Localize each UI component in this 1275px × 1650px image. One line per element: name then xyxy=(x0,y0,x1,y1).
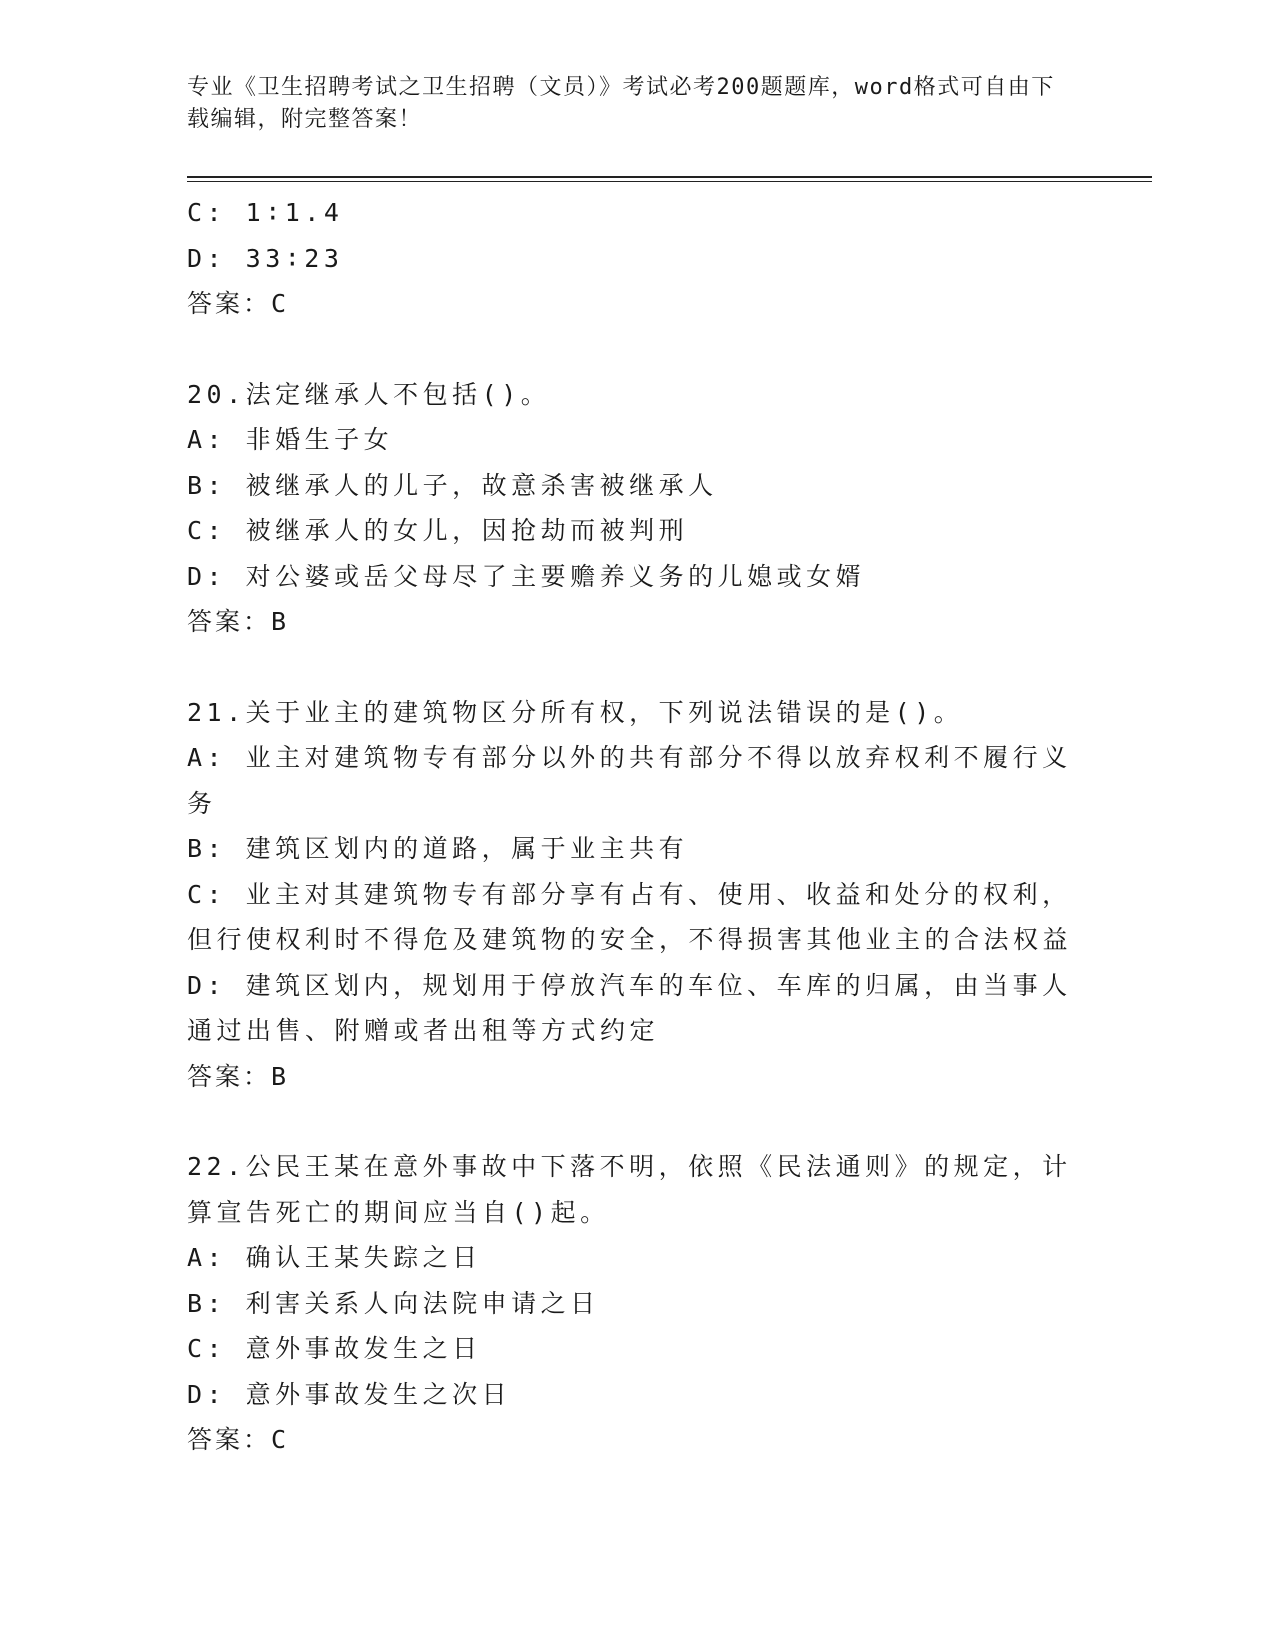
answer-label: 答案： xyxy=(187,607,272,636)
document-header: 专业《卫生招聘考试之卫生招聘（文员）》考试必考200题题库，word格式可自由下载编辑，附完整答案！ xyxy=(187,75,1055,132)
option-a: A: 业主对建筑物专有部分以外的共有部分不得以放弃权利不履行义务 xyxy=(187,743,1072,818)
question-list xyxy=(187,190,1087,1463)
answer-line xyxy=(187,599,1087,645)
option-c: C: 意外事故发生之日 xyxy=(187,1334,482,1363)
option-b: B: 被继承人的儿子，故意杀害被继承人 xyxy=(187,470,718,500)
option-a: A: 非婚生子女 xyxy=(187,425,394,454)
option-d: D: 建筑区划内，规划用于停放汽车的车位、车库的归属，由当事人通过出售、附赠或者出租等方式约定 xyxy=(187,970,1072,1045)
header-divider-thin xyxy=(187,181,1152,182)
question-19-tail xyxy=(187,190,1087,327)
answer-value: C xyxy=(271,1425,288,1454)
answer-value: B xyxy=(271,1061,288,1091)
option-b: B: 利害关系人向法院申请之日 xyxy=(187,1288,600,1318)
spacer xyxy=(187,327,1087,372)
answer-value: B xyxy=(271,607,288,636)
question-text: 22.公民王某在意外事故中下落不明，依照《民法通则》的规定，计算宣告死亡的期间应当自()起。 xyxy=(187,1152,1072,1227)
option-d: D: 意外事故发生之次日 xyxy=(187,1379,512,1409)
option-c: C: 被继承人的女儿，因抢劫而被判刑 xyxy=(187,516,689,545)
question-20 xyxy=(187,372,1087,645)
spacer xyxy=(187,1099,1087,1144)
question-21 xyxy=(187,690,1087,1100)
option-b: B: 建筑区划内的道路，属于业主共有 xyxy=(187,834,689,863)
option-d: D: 对公婆或岳父母尽了主要赡养义务的儿媳或女婿 xyxy=(187,561,866,591)
answer-value: C xyxy=(271,289,288,318)
answer-label: 答案： xyxy=(187,1061,272,1091)
spacer xyxy=(187,645,1087,690)
question-text: 21.关于业主的建筑物区分所有权，下列说法错误的是()。 xyxy=(187,697,964,727)
answer-line xyxy=(187,1417,1087,1463)
option-c: C: 业主对其建筑物专有部分享有占有、使用、收益和处分的权利，但行使权利时不得危及建筑物的安全，不得损害其他业主的合法权益 xyxy=(187,879,1073,954)
question-text: 20.法定继承人不包括()。 xyxy=(187,379,551,409)
answer-line xyxy=(187,281,1087,327)
question-22 xyxy=(187,1144,1087,1463)
option-a: A: 确认王某失踪之日 xyxy=(187,1243,482,1272)
option-c: C: 1∶1.4 xyxy=(187,198,344,227)
answer-label: 答案： xyxy=(187,289,272,318)
answer-line xyxy=(187,1054,1087,1100)
header-divider-thick xyxy=(187,176,1152,178)
answer-label: 答案： xyxy=(187,1425,272,1454)
option-d: D: 33∶23 xyxy=(187,243,344,273)
